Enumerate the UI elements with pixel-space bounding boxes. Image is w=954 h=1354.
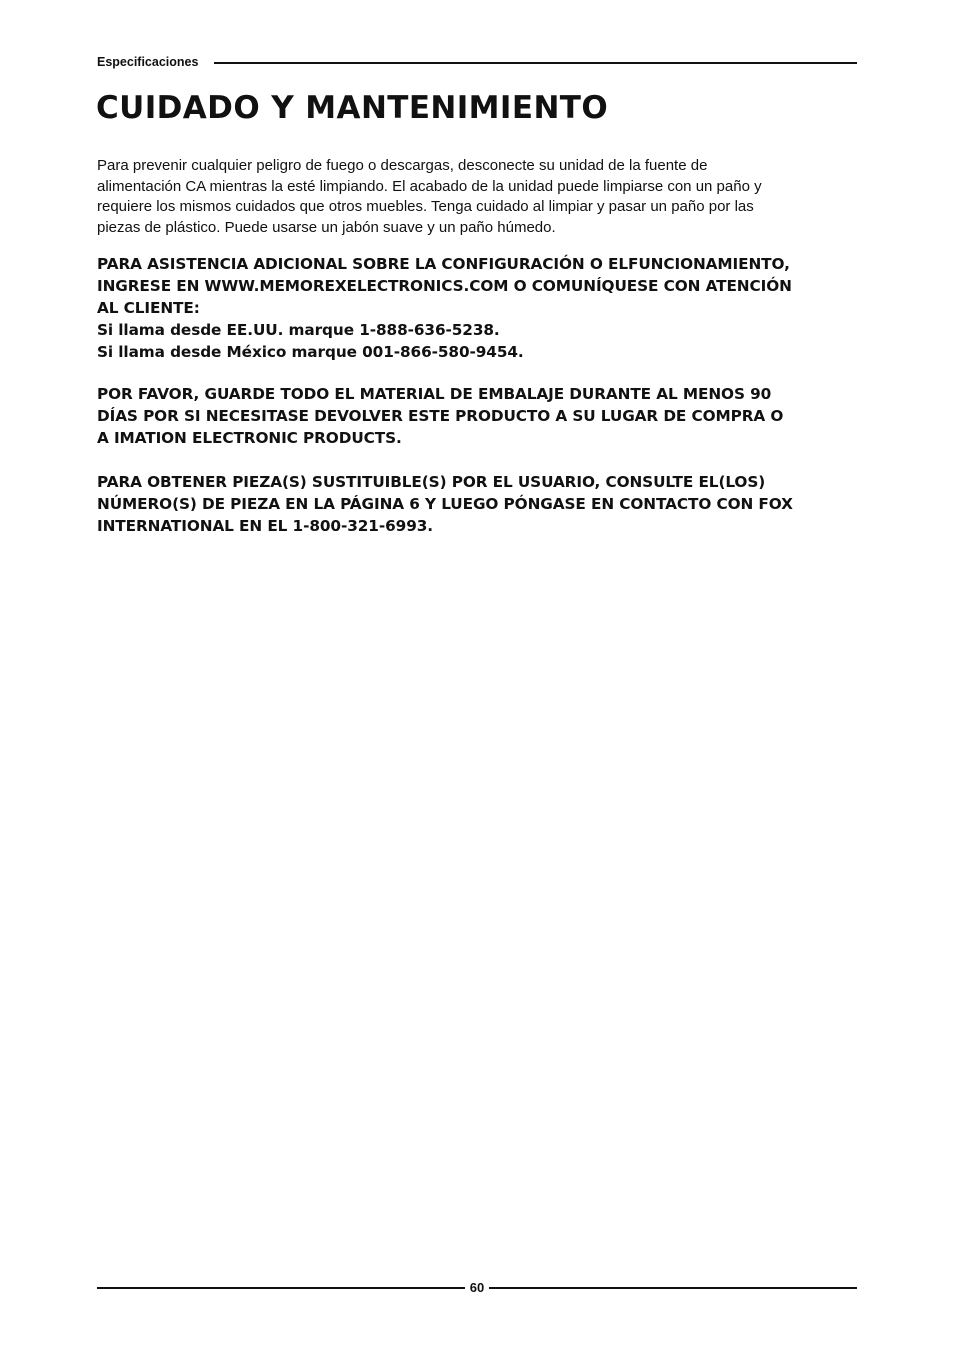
- section-label: Especificaciones: [97, 55, 199, 69]
- packaging-line: DÍAS POR SI NECESITASE DEVOLVER ESTE PRODUCTO A SU LUGAR DE COMPRA O: [97, 407, 784, 425]
- intro-line: piezas de plástico. Puede usarse un jabón suave y un paño húmedo.: [97, 218, 556, 236]
- parts-line: NÚMERO(S) DE PIEZA EN LA PÁGINA 6 Y LUEGO PÓNGASE EN CONTACTO CON FOX: [97, 495, 793, 513]
- intro-line: alimentación CA mientras la esté limpiando. El acabado de la unidad puede limpiarse con un paño y: [97, 177, 762, 195]
- parts-paragraph: [97, 471, 867, 537]
- packaging-line: POR FAVOR, GUARDE TODO EL MATERIAL DE EMBALAJE DURANTE AL MENOS 90: [97, 385, 772, 403]
- mexico-phone-line: Si llama desde México marque 001-866-580-9454.: [97, 343, 524, 361]
- header-divider: [214, 62, 857, 64]
- intro-line: requiere los mismos cuidados que otros muebles. Tenga cuidado al limpiar y pasar un paño por las: [97, 198, 754, 215]
- page-footer: [97, 1279, 857, 1297]
- us-phone-line: Si llama desde EE.UU. marque 1-888-636-5238.: [97, 321, 500, 339]
- intro-paragraph: [97, 156, 867, 238]
- assistance-paragraph: [97, 253, 867, 363]
- assistance-line: INGRESE EN WWW.MEMOREXELECTRONICS.COM O COMUNÍQUESE CON ATENCIÓN: [97, 277, 792, 295]
- packaging-paragraph: [97, 383, 867, 449]
- intro-line: Para prevenir cualquier peligro de fuego o descargas, desconecte su unidad de la fuente de: [97, 157, 708, 174]
- page-number: 60: [469, 1280, 485, 1295]
- parts-line: INTERNATIONAL EN EL 1-800-321-6993.: [97, 517, 433, 535]
- page-header: [97, 54, 857, 70]
- parts-line: PARA OBTENER PIEZA(S) SUSTITUIBLE(S) POR EL USUARIO, CONSULTE EL(LOS): [97, 473, 766, 491]
- packaging-line: A IMATION ELECTRONIC PRODUCTS.: [97, 429, 402, 447]
- assistance-line: PARA ASISTENCIA ADICIONAL SOBRE LA CONFIGURACIÓN O ELFUNCIONAMIENTO,: [97, 255, 790, 273]
- footer-divider-right: [489, 1287, 857, 1289]
- footer-divider-left: [97, 1287, 465, 1289]
- assistance-line: AL CLIENTE:: [97, 299, 200, 317]
- page-title: CUIDADO Y MANTENIMIENTO: [96, 90, 609, 126]
